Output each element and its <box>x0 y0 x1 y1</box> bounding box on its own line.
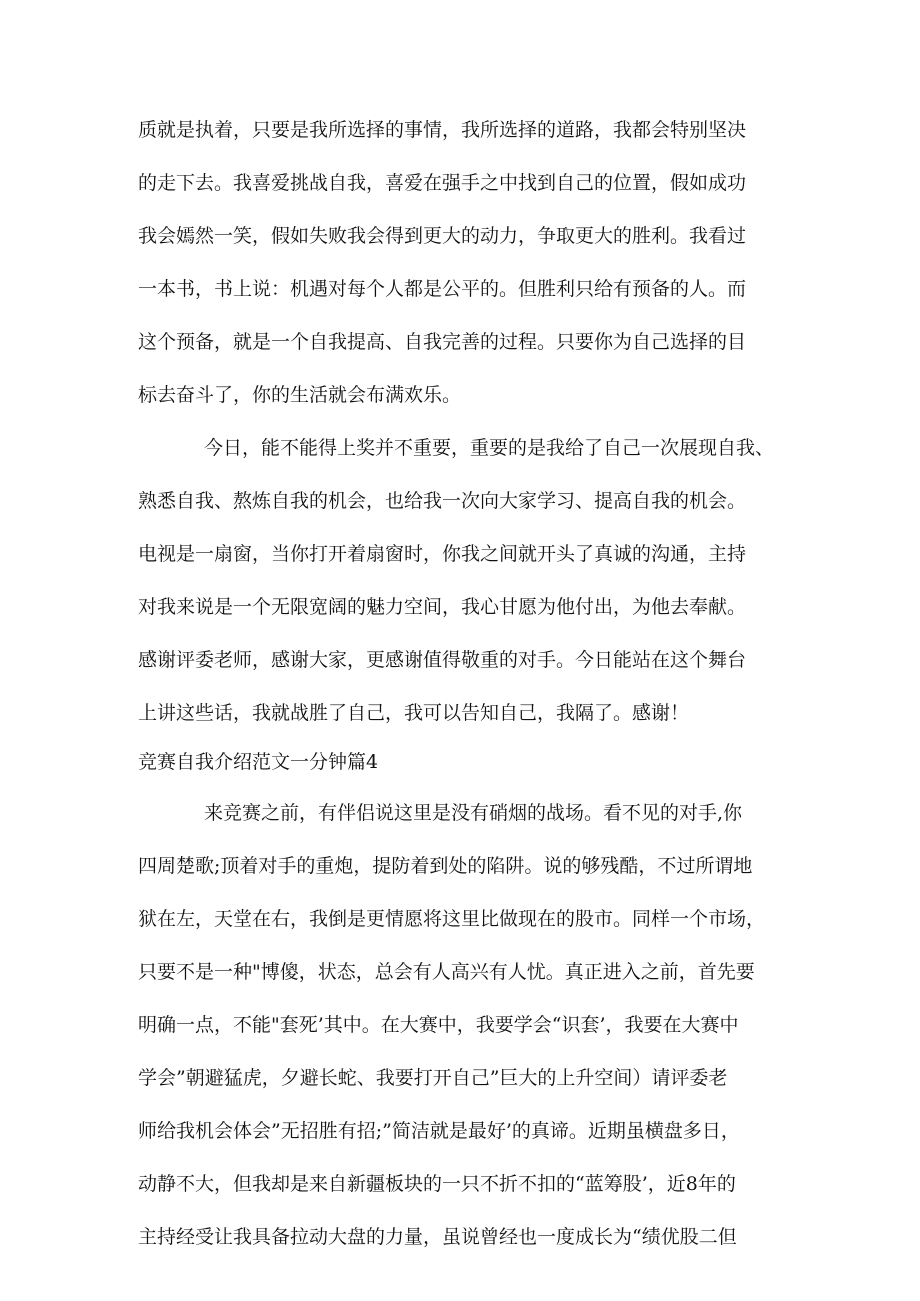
paragraph-3-line-2: 四周楚歌;顶着对手的重炮，提防着到处的陷阱。说的够残酷，不过所谓地 <box>138 855 753 877</box>
paragraph-3-line-7: 师给我机会体会”无招胜有招;”简洁就是最好’的真谛。近期虽横盘多日， <box>138 1120 740 1142</box>
paragraph-1-line-6: 标去奋斗了，你的生活就会布满欢乐。 <box>138 384 462 406</box>
paragraph-3-line-6: 学会”朝避猛虎，夕避长蛇、我要打开自己”巨大的上升空间）请评委老 <box>138 1067 728 1089</box>
paragraph-2-line-5: 感谢评委老师，感谢大家，更感谢值得敬重的对手。今日能站在这个舞台 <box>138 649 747 671</box>
paragraph-2-line-4: 对我来说是一个无限宽阔的魅力空间，我心甘愿为他付出，为他去奉献。 <box>138 596 747 618</box>
section-heading: 竞赛自我介绍范文一分钟篇4 <box>138 751 379 773</box>
paragraph-1-line-2: 的走下去。我喜爱挑战自我，喜爱在强手之中找到自己的位置，假如成功 <box>138 172 747 194</box>
paragraph-2-line-1: 今日，能不能得上奖并不重要，重要的是我给了自己一次展现自我、 <box>204 437 775 459</box>
paragraph-1-line-3: 我会嫣然一笑，假如失败我会得到更大的动力，争取更大的胜利。我看过 <box>138 225 747 247</box>
paragraph-3-line-8: 动静不大，但我却是来自新疆板块的一只不折不扣的“蓝筹股’，近8年的 <box>138 1173 736 1195</box>
paragraph-3-line-5: 明确一点，不能"套死’其中。在大赛中，我要学会“识套’，我要在大赛中 <box>138 1014 739 1036</box>
paragraph-1-line-5: 这个预备，就是一个自我提高、自我完善的过程。只要你为自己选择的目 <box>138 331 747 353</box>
paragraph-1-line-4: 一本书，书上说：机遇对每个人都是公平的。但胜利只给有预备的人。而 <box>138 278 747 300</box>
paragraph-2-line-3: 电视是一扇窗，当你打开着扇窗时，你我之间就开头了真诚的沟通，主持 <box>138 543 747 565</box>
paragraph-3-line-4: 只要不是一种"博傻，状态，总会有人高兴有人忧。真正进入之前，首先要 <box>138 961 755 983</box>
paragraph-3-line-3: 狱在左，天堂在右，我倒是更情愿将这里比做现在的股市。同样一个市场， <box>138 908 766 930</box>
paragraph-1-line-1: 质就是执着，只要是我所选择的事情，我所选择的道路，我都会特别坚决 <box>138 119 747 141</box>
paragraph-3-line-9: 主持经受让我具备拉动大盘的力量，虽说曾经也一度成长为“绩优股二但 <box>138 1226 737 1248</box>
paragraph-3-line-1: 来竞赛之前，有伴侣说这里是没有硝烟的战场。看不见的对手,你 <box>204 802 743 824</box>
paragraph-2-line-6: 上讲这些话，我就战胜了自己，我可以告知自己，我隔了。感谢！ <box>138 702 690 724</box>
paragraph-2-line-2: 熟悉自我、熬炼自我的机会，也给我一次向大家学习、提高自我的机会。 <box>138 490 747 512</box>
